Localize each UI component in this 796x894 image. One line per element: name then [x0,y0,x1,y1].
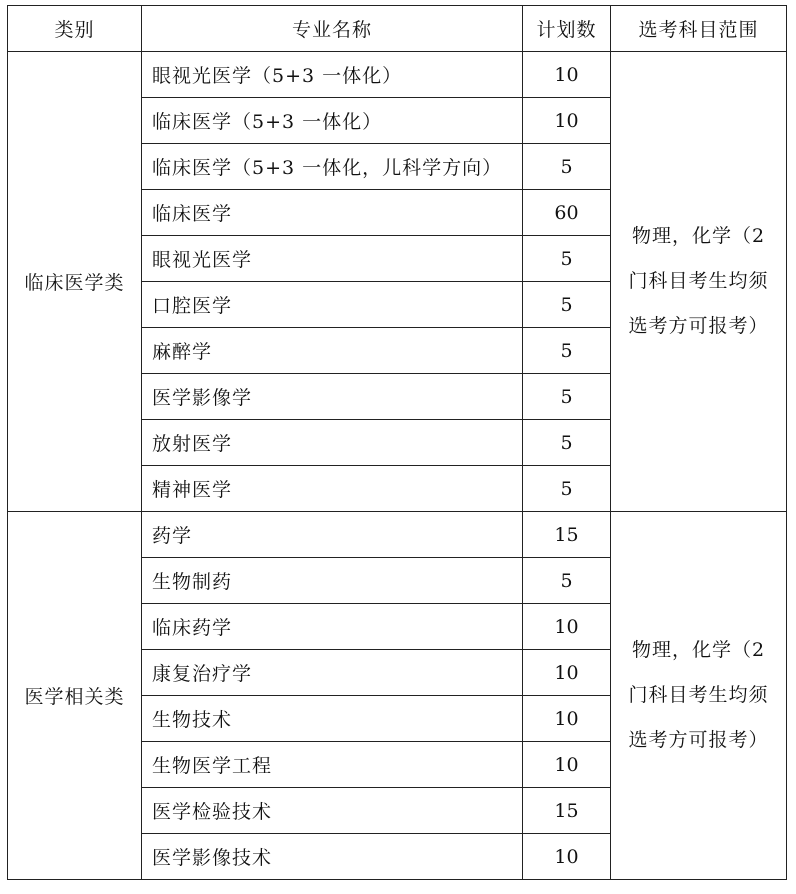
plan-count-cell: 10 [523,52,611,98]
major-name-cell: 生物制药 [142,558,523,604]
plan-count-cell: 15 [523,512,611,558]
table-body [8,52,787,880]
plan-count-cell: 15 [523,788,611,834]
plan-count-cell: 60 [523,190,611,236]
header-category: 类别 [8,6,142,52]
plan-count-cell: 10 [523,696,611,742]
major-name-cell: 生物医学工程 [142,742,523,788]
plan-count-cell: 5 [523,466,611,512]
table-row [8,512,787,558]
subject-requirement-cell [611,52,787,512]
plan-count-cell: 5 [523,558,611,604]
plan-count-cell: 5 [523,282,611,328]
plan-count-cell: 5 [523,420,611,466]
major-name-cell: 临床医学（5+3 一体化） [142,98,523,144]
category-cell: 临床医学类 [8,52,142,512]
major-name-cell: 眼视光医学（5+3 一体化） [142,52,523,98]
header-subjects: 选考科目范围 [611,6,787,52]
admission-plan-table [7,5,787,880]
major-name-cell: 康复治疗学 [142,650,523,696]
major-name-cell: 药学 [142,512,523,558]
table-row [8,52,787,98]
major-name-cell: 麻醉学 [142,328,523,374]
plan-count-cell: 10 [523,98,611,144]
subject-requirement-line: 门科目考生均须 [628,270,769,292]
subject-requirement-cell [611,512,787,880]
subject-requirement-line: 选考方可报考） [628,315,769,337]
major-name-cell: 临床医学（5+3 一体化，儿科学方向） [142,144,523,190]
subject-requirement-line: 选考方可报考） [628,729,769,751]
major-name-cell: 生物技术 [142,696,523,742]
major-name-cell: 医学检验技术 [142,788,523,834]
major-name-cell: 口腔医学 [142,282,523,328]
major-name-cell: 眼视光医学 [142,236,523,282]
major-name-cell: 临床药学 [142,604,523,650]
major-name-cell: 放射医学 [142,420,523,466]
plan-count-cell: 10 [523,650,611,696]
plan-count-cell: 5 [523,144,611,190]
subject-requirement-line: 物理，化学（2 [631,639,766,661]
category-cell: 医学相关类 [8,512,142,880]
major-name-cell: 医学影像学 [142,374,523,420]
subject-requirement-line: 门科目考生均须 [628,684,769,706]
major-name-cell: 医学影像技术 [142,834,523,880]
header-row [8,6,787,52]
header-major: 专业名称 [142,6,523,52]
header-plan: 计划数 [523,6,611,52]
major-name-cell: 临床医学 [142,190,523,236]
plan-count-cell: 5 [523,328,611,374]
major-name-cell: 精神医学 [142,466,523,512]
plan-count-cell: 10 [523,604,611,650]
plan-count-cell: 5 [523,374,611,420]
subject-requirement-line: 物理，化学（2 [631,225,766,247]
plan-count-cell: 10 [523,834,611,880]
plan-count-cell: 5 [523,236,611,282]
plan-count-cell: 10 [523,742,611,788]
